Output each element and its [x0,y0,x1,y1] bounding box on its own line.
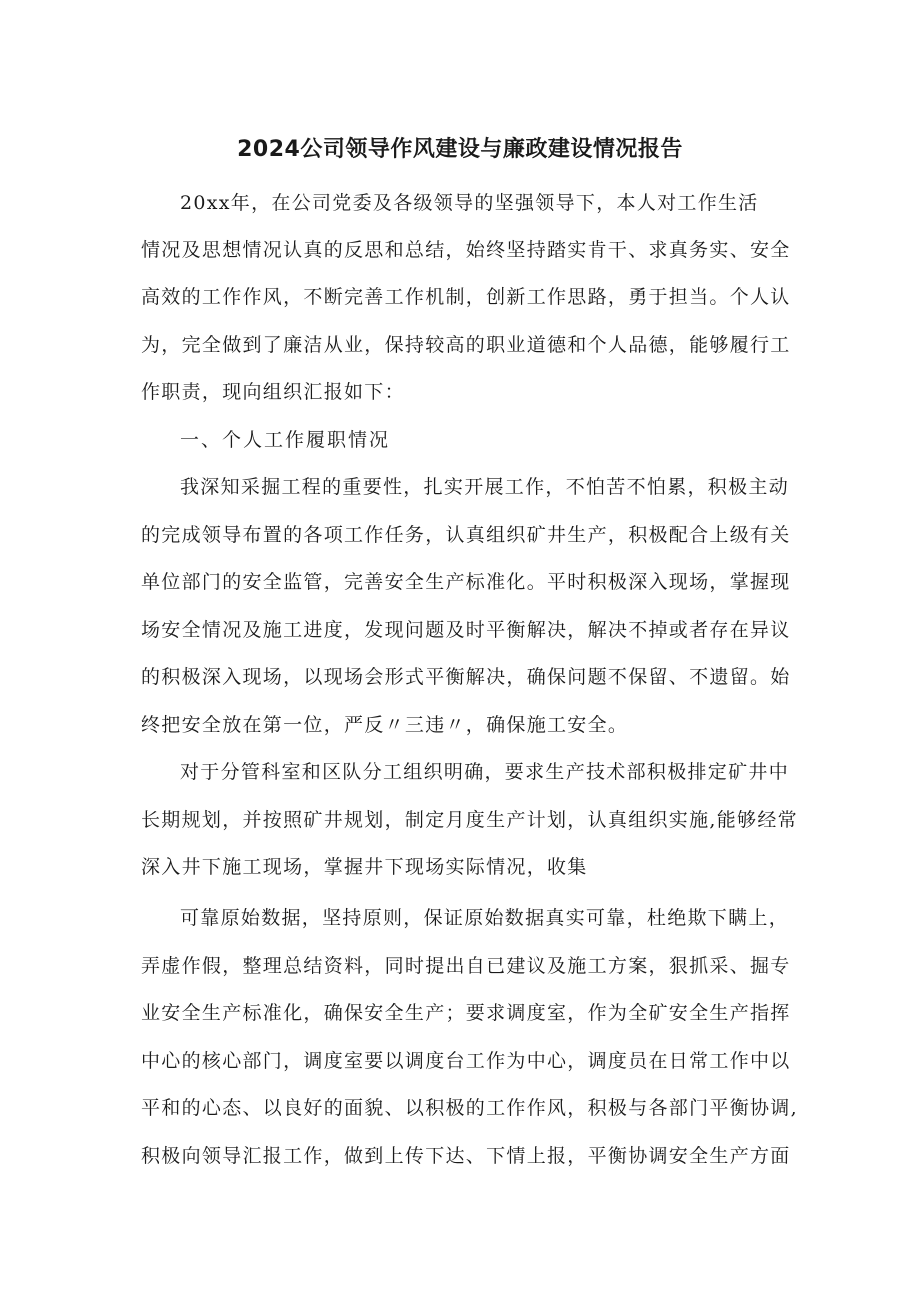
paragraph-line: 作职责，现向组织汇报如下： [141,381,405,403]
paragraph-line: 弄虚作假，整理总结资料，同时提出自已建议及施工方案，狠抓采、掘专 [141,955,791,977]
paragraph-line: 我深知采掘工程的重要性，扎实开展工作，不怕苦不怕累，积极主动 [180,476,790,498]
paragraph-line: 积极向领导汇报工作，做到上传下达、下情上报，平衡协调安全生产方面 [141,1145,791,1167]
document-title: 2024公司领导作风建设与廉政建设情况报告 [237,137,683,162]
paragraph-line: 情况及思想情况认真的反思和总结，始终坚持踏实肯干、求真务实、安全 [141,239,791,261]
paragraph-line: 业安全生产标准化，确保安全生产；要求调度室，作为全矿安全生产指挥 [141,1002,791,1024]
paragraph-line: 对于分管科室和区队分工组织明确，要求生产技术部积极排定矿井中 [180,761,790,783]
paragraph-line: 中心的核心部门，调度室要以调度台工作为中心，调度员在日常工作中以 [141,1050,791,1072]
paragraph-line: 20xx年，在公司党委及各级领导的坚强领导下，本人对工作生活 [180,192,759,214]
paragraph-line: 为，完全做到了廉洁从业，保持较高的职业道德和个人品德，能够履行工 [141,334,791,356]
paragraph-line: 终把安全放在第一位，严反〃三违〃，确保施工安全。 [141,714,629,736]
paragraph-line: 场安全情况及施工进度，发现问题及时平衡解决，解决不掉或者存在异议 [141,619,791,641]
paragraph-line: 高效的工作作风，不断完善工作机制，创新工作思路，勇于担当。个人认 [141,286,791,308]
paragraph-line: 长期规划，并按照矿井规划，制定月度生产计划，认真组织实施,能够经常 [141,809,798,831]
paragraph-line: 的积极深入现场，以现场会形式平衡解决，确保问题不保留、不遗留。始 [141,666,791,688]
paragraph-line: 平和的心态、以良好的面貌、以积极的工作作风，积极与各部门平衡协调, [141,1097,798,1119]
paragraph-line: 可靠原始数据，坚持原则，保证原始数据真实可靠，杜绝欺下瞒上， [180,907,790,929]
paragraph-line: 的完成领导布置的各项工作任务，认真组织矿井生产，积极配合上级有关 [141,524,791,546]
paragraph-line: 单位部门的安全监管，完善安全生产标准化。平时积极深入现场，掌握现 [141,571,791,593]
section-heading: 一、个人工作履职情况 [180,429,391,451]
paragraph-line: 深入井下施工现场，掌握井下现场实际情况，收集 [141,856,588,878]
